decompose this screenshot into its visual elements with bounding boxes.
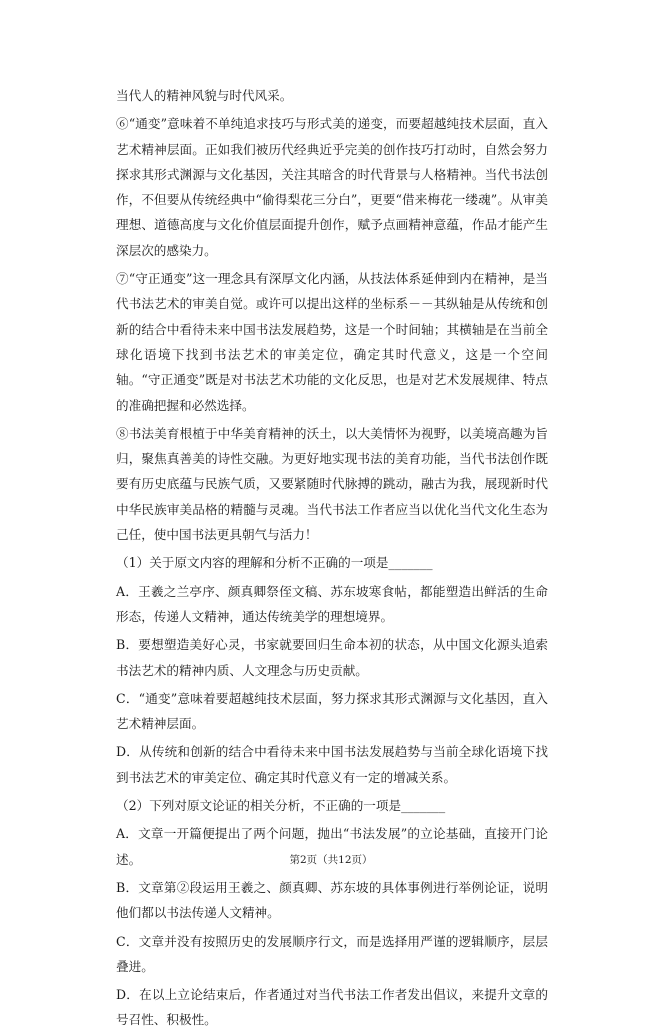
paragraph-8: ⑧书法美育根植于中华美育精神的沃土，以大美情怀为视野，以美境高趣为旨归，聚焦真善美的诗性交融。为更好地实现书法的美育功能，当代书法创作既要有历史底蕴与民族气质，又要紧随时代脉搏的跳动，融古为我，展现新时代中华民族审美品格的精髓与灵魂。当代书法工作者应当以优化当代文化生态为己任，使中国书法更具朝气与活力！: [116, 425, 548, 543]
page-number-footer: 第2页（共12页）: [289, 854, 373, 866]
paragraph-6: ⑥“通变”意味着不单纯追求技巧与形式美的递变，而要超越纯技术层面，直入艺术精神层面。正如我们被历代经典近乎完美的创作技巧打动时，自然会努力探求其形式渊源与文化基因，关注其暗含的时代背景与人格精神。当代书法创作，不但要从传统经典中“偷得梨花三分白”，更要“借来梅花一缕魂”。从审美理想、道德高度与文化价值层面提升创作，赋予点画精神意蕴，作品才能产生深层次的感染力。: [116, 116, 548, 258]
page-content: [116, 83, 548, 1033]
question-1-option-b: B．要想塑造美好心灵，书家就要回归生命本初的状态，从中国文化源头追索书法艺术的精神内质、人文理念与历史贡献。: [116, 637, 548, 678]
question-1-option-c: C．“通变”意味着要超越纯技术层面，努力探求其形式渊源与文化基因，直入艺术精神层面。: [116, 690, 548, 732]
question-2-option-d: D．在以上立论结束后，作者通过对当代书法工作者发出倡议，来提升文章的号召性、积极性。: [116, 987, 548, 1028]
paragraph-continuation: 当代人的精神风貌与时代风采。: [116, 88, 293, 103]
question-2-option-a: A．文章一开篇便提出了两个问题，抛出“书法发展”的立论基础，直接开门论述。: [116, 826, 548, 867]
paragraph-7: ⑦“守正通变”这一理念具有深厚文化内涵，从技法体系延伸到内在精神，是当代书法艺术的审美自觉。或许可以提出这样的坐标系－－其纵轴是从传统和创新的结合中看待未来中国书法发展趋势，这是一个时间轴；其横轴是在当前全球化语境下找到书法艺术的审美定位，确定其时代意义，这是一个空间轴。“守正通变”既是对书法艺术功能的文化反思，也是对艺术发展规律、特点的准确把握和必然选择。: [116, 271, 548, 413]
question-2-option-b: B．文章第②段运用王羲之、颜真卿、苏东坡的具体事例进行举例论证，说明他们都以书法传递人文精神。: [116, 879, 548, 921]
question-2-stem: （2）下列对原文论证的相关分析，不正确的一项是_______: [116, 798, 446, 814]
question-1-option-a: A．王羲之兰亭序、颜真卿祭侄文稿、苏东坡寒食帖，都能塑造出鲜活的生命形态，传递人文精神，通达传统美学的理想境界。: [116, 583, 548, 624]
question-1-stem: （1）关于原文内容的理解和分析不正确的一项是_______: [116, 555, 433, 571]
question-1-option-d: D．从传统和创新的结合中看待未来中国书法发展趋势与当前全球化语境下找到书法艺术的审美定位、确定其时代意义有一定的增减关系。: [116, 744, 548, 785]
question-2-option-c: C．文章并没有按照历史的发展顺序行文，而是选择用严谨的逻辑顺序，层层叠进。: [116, 933, 548, 974]
